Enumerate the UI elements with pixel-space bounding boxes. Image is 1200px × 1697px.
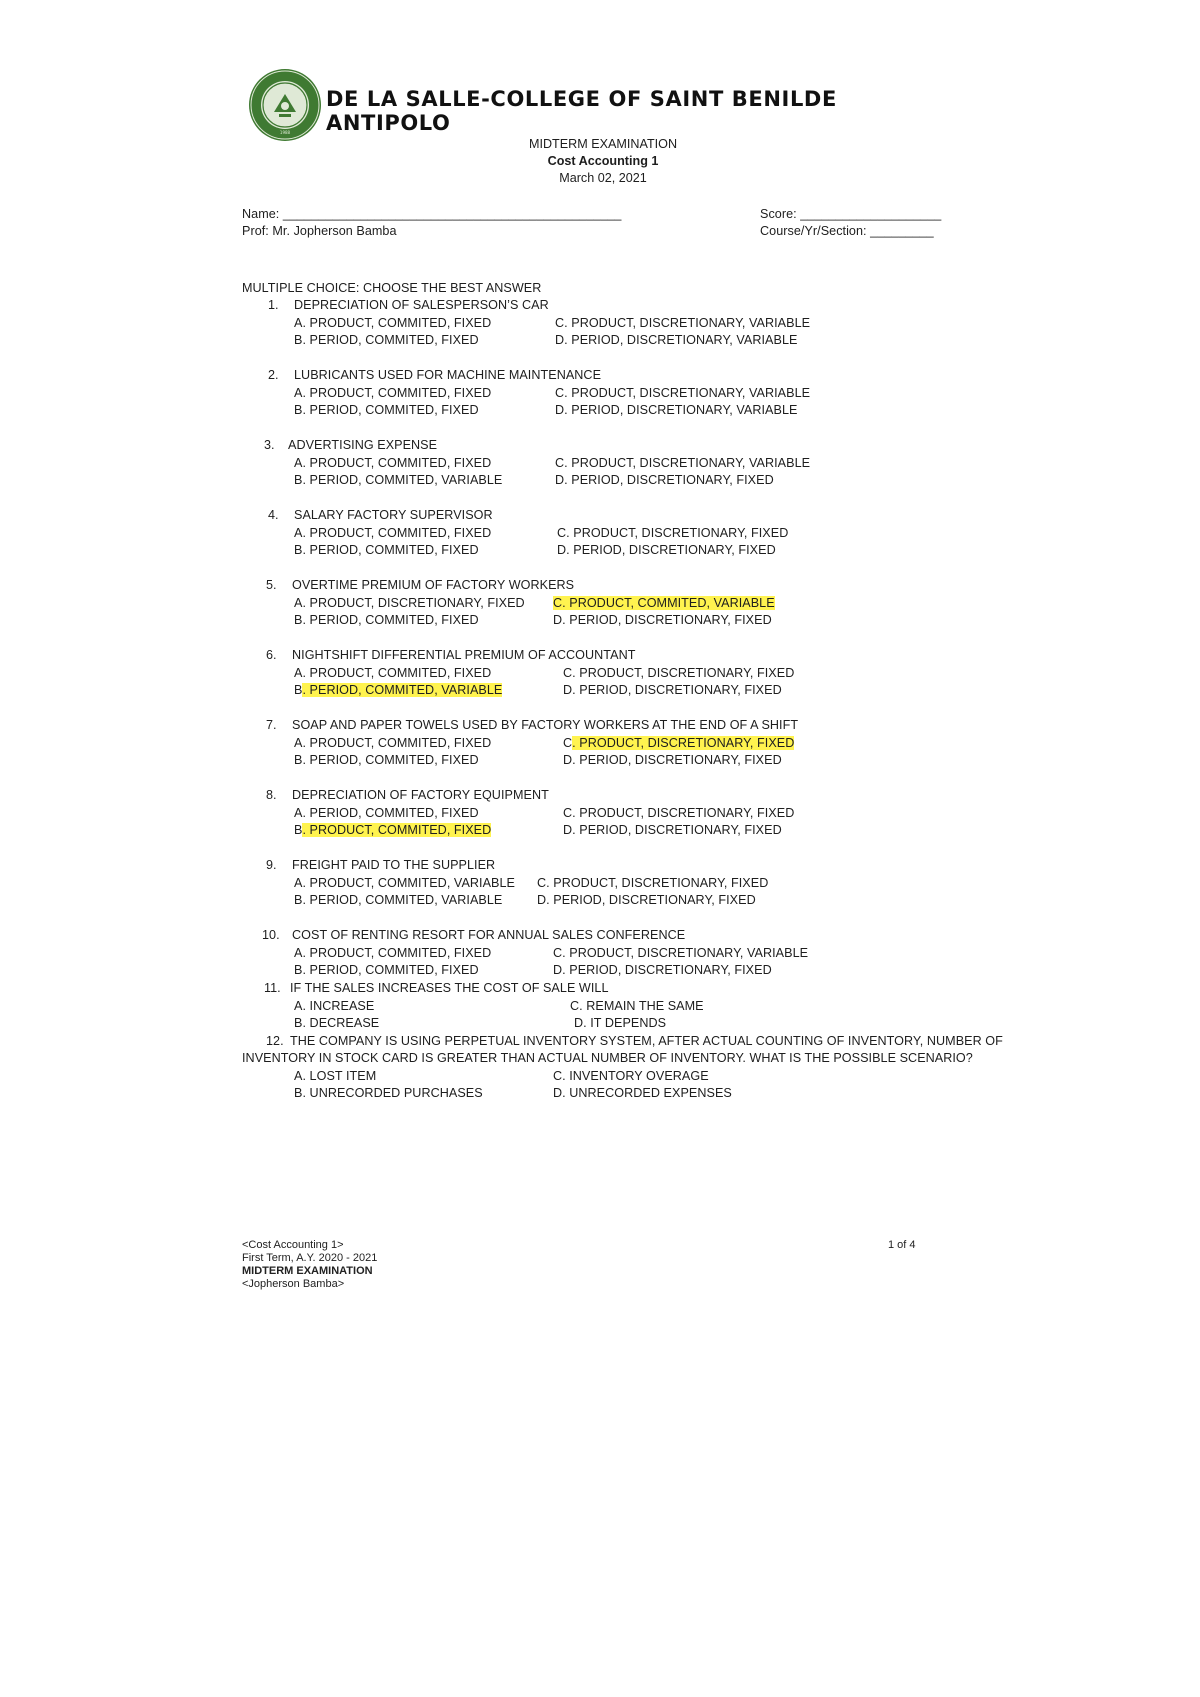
exam-date: March 02, 2021 <box>559 171 647 185</box>
question-number: 4. <box>268 508 279 522</box>
option-b: B. UNRECORDED PURCHASES <box>294 1086 483 1100</box>
option-a: A. PRODUCT, COMMITED, FIXED <box>294 946 492 960</box>
option-c: C. PRODUCT, DISCRETIONARY, FIXED <box>563 666 795 680</box>
option-b: B. DECREASE <box>294 1016 380 1030</box>
option-a: A. INCREASE <box>294 999 375 1013</box>
instructions: MULTIPLE CHOICE: CHOOSE THE BEST ANSWER <box>242 281 542 295</box>
option-letter: B <box>294 823 303 837</box>
option-a: A. PRODUCT, COMMITED, FIXED <box>294 316 492 330</box>
option-a: A. PRODUCT, COMMITED, VARIABLE <box>294 876 515 890</box>
option-b: B. PERIOD, COMMITED, FIXED <box>294 613 479 627</box>
option-a: A. PRODUCT, COMMITED, FIXED <box>294 736 492 750</box>
question-text: IF THE SALES INCREASES THE COST OF SALE WILL <box>290 981 609 995</box>
option-a: A. PRODUCT, COMMITED, FIXED <box>294 386 492 400</box>
footer-author: <Jopherson Bamba> <box>242 1278 345 1290</box>
option-letter: C <box>563 736 573 750</box>
question-number: 1. <box>268 298 279 312</box>
question-text: SOAP AND PAPER TOWELS USED BY FACTORY WORKERS AT THE END OF A SHIFT <box>292 718 799 732</box>
name-field: Name: ________________________________________________ <box>242 207 622 221</box>
option-c-highlighted-answer: . PRODUCT, DISCRETIONARY, FIXED <box>572 736 795 750</box>
option-b <box>294 823 491 837</box>
question-text: SALARY FACTORY SUPERVISOR <box>294 508 493 522</box>
option-b: B. PERIOD, COMMITED, FIXED <box>294 753 479 767</box>
footer-term: First Term, A.Y. 2020 - 2021 <box>242 1252 378 1264</box>
option-d: D. PERIOD, DISCRETIONARY, FIXED <box>555 473 774 487</box>
option-c: C. PRODUCT, DISCRETIONARY, VARIABLE <box>555 456 811 470</box>
option-c-highlighted-answer: C. PRODUCT, COMMITED, VARIABLE <box>553 596 775 610</box>
question-number: 2. <box>268 368 279 382</box>
question-number: 3. <box>264 438 275 452</box>
page-number: 1 of 4 <box>888 1239 916 1251</box>
question-number: 9. <box>266 858 277 872</box>
option-c <box>563 736 794 750</box>
option-d: D. PERIOD, DISCRETIONARY, FIXED <box>553 613 772 627</box>
option-c: C. PRODUCT, DISCRETIONARY, FIXED <box>557 526 789 540</box>
prof-label: Prof: Mr. Jopherson Bamba <box>242 224 397 238</box>
exam-title: MIDTERM EXAMINATION <box>528 137 678 151</box>
question-text-continued: INVENTORY IN STOCK CARD IS GREATER THAN ACTUAL NUMBER OF INVENTORY. WHAT IS THE POSSIBLE SCENARIO? <box>242 1051 973 1065</box>
option-c: C. PRODUCT, DISCRETIONARY, FIXED <box>563 806 795 820</box>
option-b: B. PERIOD, COMMITED, VARIABLE <box>294 893 503 907</box>
option-d: D. IT DEPENDS <box>574 1016 667 1030</box>
option-a: A. PRODUCT, DISCRETIONARY, FIXED <box>294 596 525 610</box>
option-b-highlighted-answer: . PERIOD, COMMITED, VARIABLE <box>302 683 503 697</box>
option-c: C. PRODUCT, DISCRETIONARY, VARIABLE <box>555 316 811 330</box>
option-d: D. PERIOD, DISCRETIONARY, FIXED <box>537 893 756 907</box>
option-b: B. PERIOD, COMMITED, FIXED <box>294 963 479 977</box>
option-b: B. PERIOD, COMMITED, FIXED <box>294 543 479 557</box>
question-number: 6. <box>266 648 277 662</box>
college-seal-icon <box>248 68 322 142</box>
question-text: DEPRECIATION OF SALESPERSON’S CAR <box>294 298 549 312</box>
option-c: C. INVENTORY OVERAGE <box>553 1069 709 1083</box>
question-text: ADVERTISING EXPENSE <box>288 438 438 452</box>
footer-course: <Cost Accounting 1> <box>242 1239 344 1251</box>
option-a: A. PRODUCT, COMMITED, FIXED <box>294 666 492 680</box>
question-text: OVERTIME PREMIUM OF FACTORY WORKERS <box>292 578 575 592</box>
footer-exam: MIDTERM EXAMINATION <box>242 1265 373 1277</box>
option-d: D. PERIOD, DISCRETIONARY, FIXED <box>563 683 782 697</box>
question-text: COST OF RENTING RESORT FOR ANNUAL SALES CONFERENCE <box>292 928 686 942</box>
question-number: 8. <box>266 788 277 802</box>
question-text: DEPRECIATION OF FACTORY EQUIPMENT <box>292 788 549 802</box>
option-d: D. PERIOD, DISCRETIONARY, FIXED <box>563 753 782 767</box>
option-b: B. PERIOD, COMMITED, VARIABLE <box>294 473 503 487</box>
document-header <box>248 68 888 142</box>
question-number: 10. <box>262 928 280 942</box>
question-text: THE COMPANY IS USING PERPETUAL INVENTORY SYSTEM, AFTER ACTUAL COUNTING OF INVENTORY, NUMBER OF <box>290 1034 1003 1048</box>
option-b <box>294 683 502 697</box>
option-d: D. PERIOD, DISCRETIONARY, FIXED <box>553 963 772 977</box>
option-b: B. PERIOD, COMMITED, FIXED <box>294 403 479 417</box>
subject-title: Cost Accounting 1 <box>547 154 659 168</box>
option-c: C. REMAIN THE SAME <box>570 999 704 1013</box>
college-name: DE LA SALLE-COLLEGE OF SAINT BENILDE ANTIPOLO <box>326 87 837 135</box>
option-d: D. PERIOD, DISCRETIONARY, FIXED <box>557 543 776 557</box>
svg-text:1988: 1988 <box>279 130 291 135</box>
option-a: A. PERIOD, COMMITED, FIXED <box>294 806 479 820</box>
option-d: D. PERIOD, DISCRETIONARY, VARIABLE <box>555 333 798 347</box>
question-text: LUBRICANTS USED FOR MACHINE MAINTENANCE <box>294 368 602 382</box>
course-section-field: Course/Yr/Section: _________ <box>760 224 934 238</box>
question-number: 12. <box>266 1034 284 1048</box>
option-b: B. PERIOD, COMMITED, FIXED <box>294 333 479 347</box>
question-number: 5. <box>266 578 277 592</box>
option-a: A. PRODUCT, COMMITED, FIXED <box>294 526 492 540</box>
option-d: D. PERIOD, DISCRETIONARY, VARIABLE <box>555 403 798 417</box>
option-c: C. PRODUCT, DISCRETIONARY, VARIABLE <box>553 946 809 960</box>
option-a: A. LOST ITEM <box>294 1069 377 1083</box>
option-d: D. PERIOD, DISCRETIONARY, FIXED <box>563 823 782 837</box>
score-field: Score: ____________________ <box>760 207 942 221</box>
question-number: 7. <box>266 718 277 732</box>
option-a: A. PRODUCT, COMMITED, FIXED <box>294 456 492 470</box>
option-c: C. PRODUCT, DISCRETIONARY, FIXED <box>537 876 769 890</box>
question-text: FREIGHT PAID TO THE SUPPLIER <box>292 858 496 872</box>
question-text: NIGHTSHIFT DIFFERENTIAL PREMIUM OF ACCOUNTANT <box>292 648 636 662</box>
option-letter: B <box>294 683 303 697</box>
option-d: D. UNRECORDED EXPENSES <box>553 1086 732 1100</box>
question-number: 11. <box>264 981 281 995</box>
option-c: C. PRODUCT, DISCRETIONARY, VARIABLE <box>555 386 811 400</box>
option-b-highlighted-answer: . PRODUCT, COMMITED, FIXED <box>302 823 492 837</box>
